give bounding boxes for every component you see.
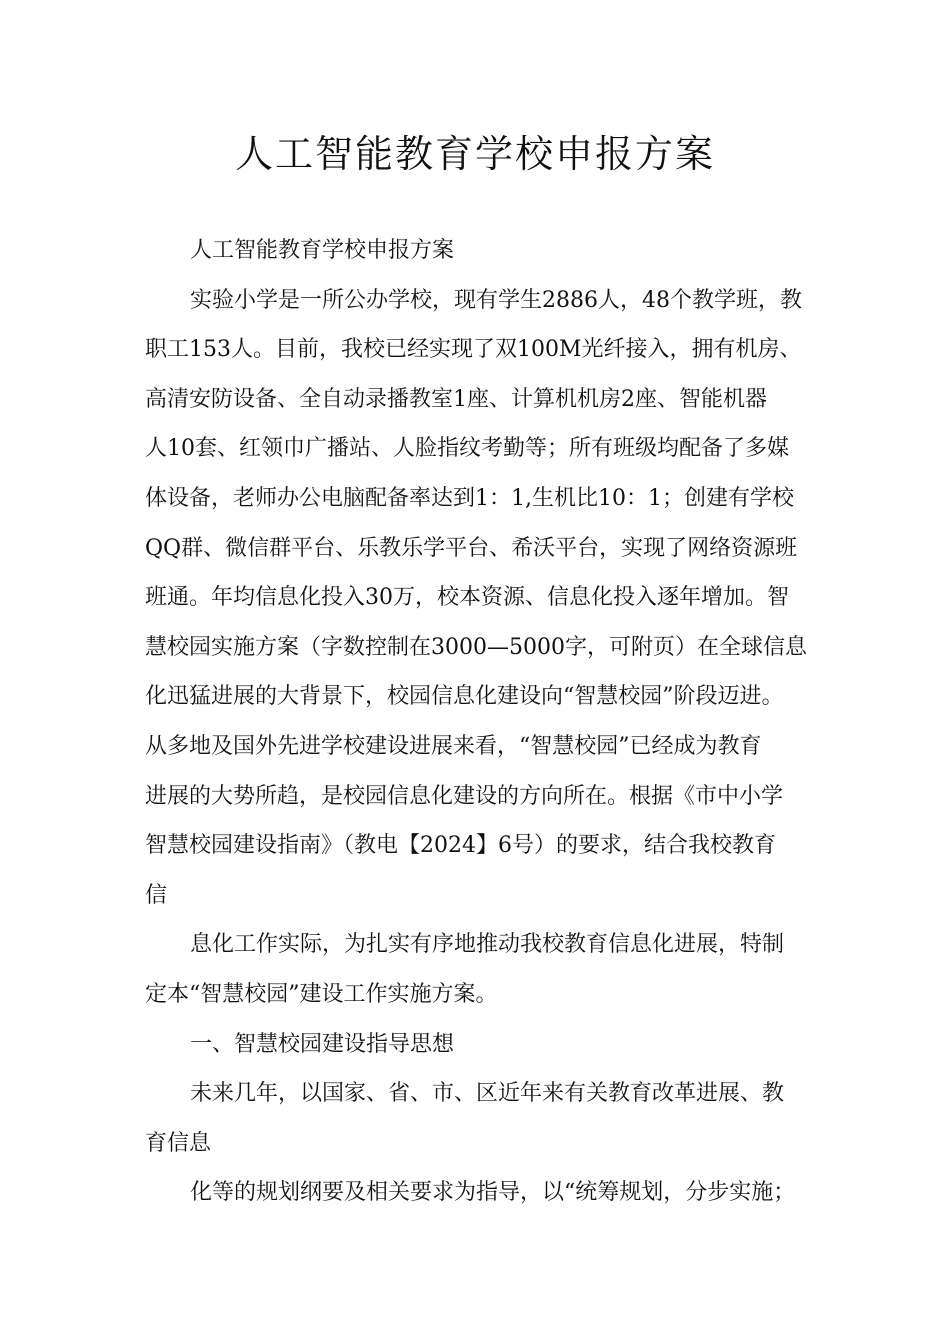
paragraph-line: 化迅猛进展的大背景下，校园信息化建设向“智慧校园”阶段迈进。 bbox=[145, 684, 784, 710]
paragraph-line: 育信息 bbox=[145, 1130, 212, 1156]
paragraph-line: 化等的规划纲要及相关要求为指导，以“统筹规划，分步实施； bbox=[190, 1180, 796, 1206]
paragraph-line: 实验小学是一所公办学校，现有学生2886人，48个教学班，教 bbox=[190, 287, 802, 313]
document-body bbox=[145, 226, 815, 1218]
paragraph-line: 信 bbox=[145, 882, 168, 908]
paragraph-line: 慧校园实施方案（字数控制在3000—5000字，可附页）在全球信息 bbox=[145, 634, 807, 660]
paragraph-line: 体设备，老师办公电脑配备率达到1：1,生机比10：1；创建有学校 bbox=[145, 485, 794, 511]
section-heading: 一、智慧校园建设指导思想 bbox=[190, 1031, 455, 1057]
document-title: 人工智能教育学校申报方案 bbox=[234, 132, 715, 176]
paragraph-line: 班通。年均信息化投入30万，校本资源、信息化投入逐年增加。智 bbox=[145, 585, 789, 611]
subtitle-line: 人工智能教育学校申报方案 bbox=[190, 238, 455, 263]
paragraph-line: 职工153人。目前，我校已经实现了双100M光纤接入，拥有机房、 bbox=[145, 337, 802, 363]
paragraph-line: 人10套、红领巾广播站、人脸指纹考勤等；所有班级均配备了多媒 bbox=[145, 436, 789, 462]
paragraph-line: QQ群、微信群平台、乐教乐学平台、希沃平台，实现了网络资源班 bbox=[145, 535, 798, 561]
paragraph-line: 高清安防设备、全自动录播教室1座、计算机机房2座、智能机器 bbox=[145, 386, 767, 412]
paragraph-line: 未来几年，以国家、省、市、区近年来有关教育改革进展、教 bbox=[190, 1081, 785, 1107]
paragraph-line: 从多地及国外先进学校建设进展来看，“智慧校园”已经成为教育 bbox=[145, 733, 762, 759]
paragraph-line: 息化工作实际，为扎实有序地推动我校教育信息化进展，特制 bbox=[190, 932, 785, 958]
paragraph-line: 智慧校园建设指南》（教电【2024】6号）的要求，结合我校教育 bbox=[145, 833, 776, 859]
paragraph-line: 定本“智慧校园”建设工作实施方案。 bbox=[145, 981, 498, 1007]
paragraph-line: 进展的大势所趋，是校园信息化建设的方向所在。根据《市中小学 bbox=[145, 783, 784, 809]
